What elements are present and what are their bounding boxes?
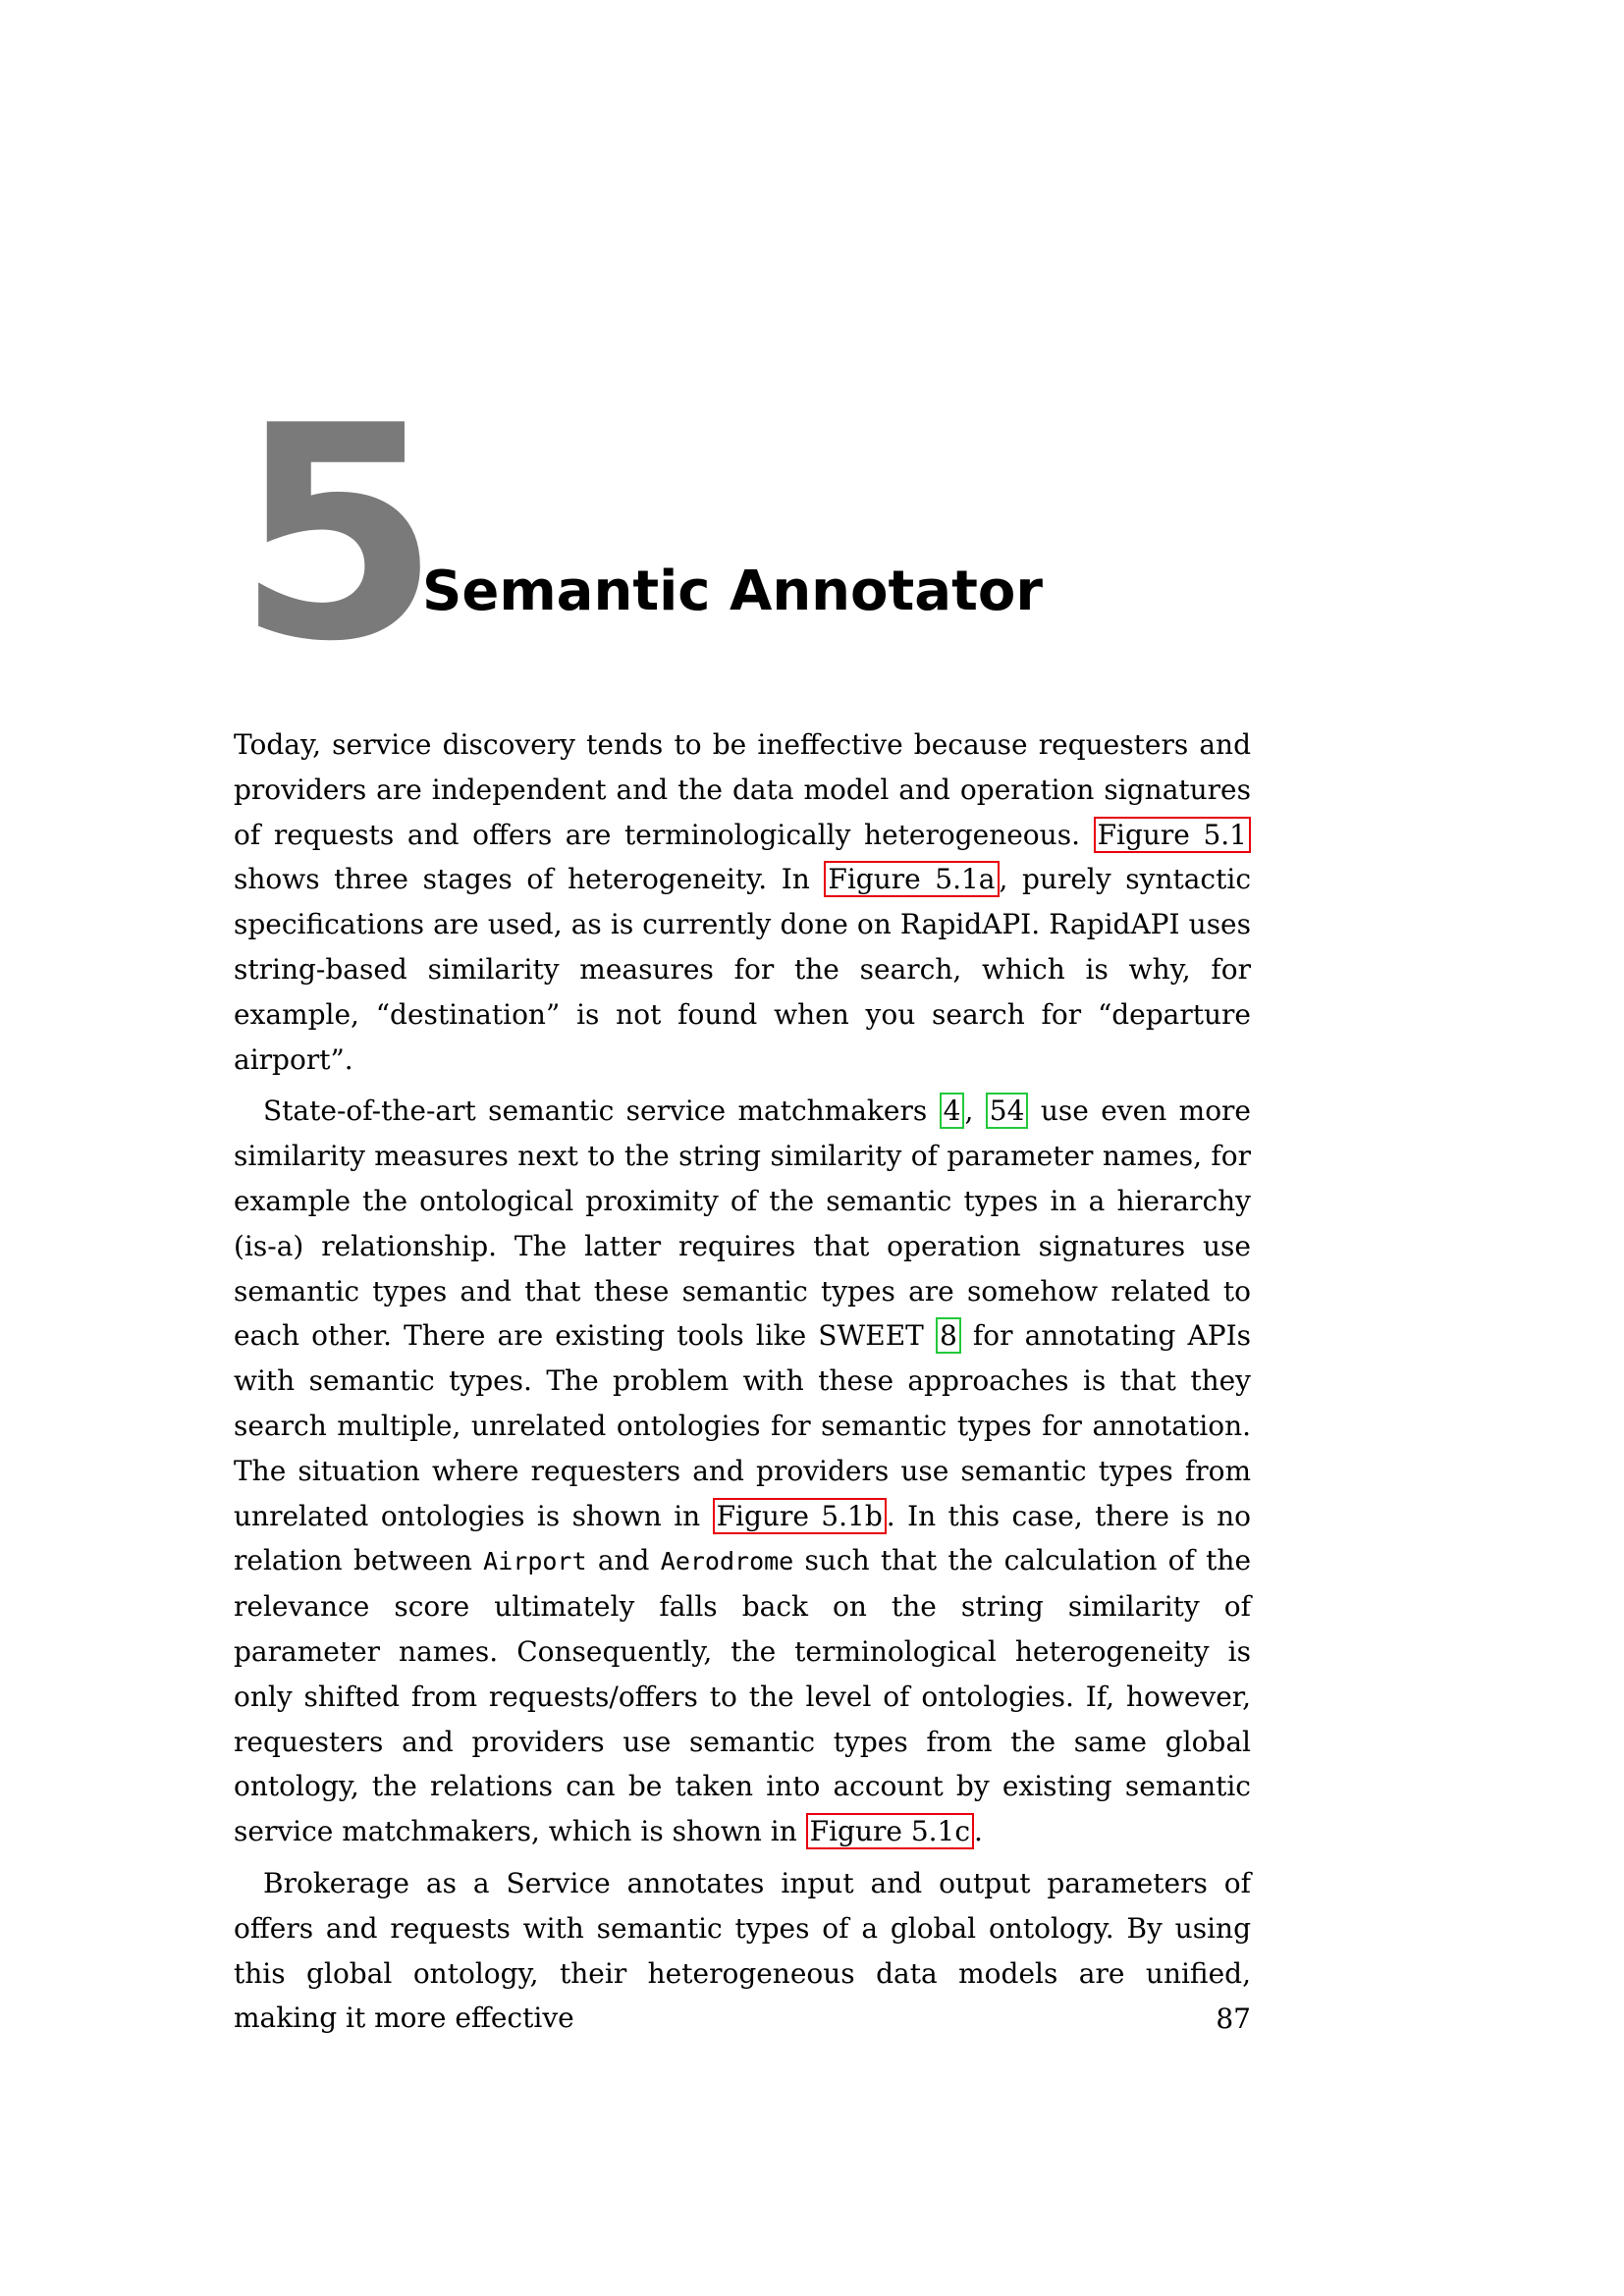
figure-link-5-1c[interactable]: Figure 5.1c: [806, 1813, 974, 1849]
text-run: use even more similarity measures next to the string similarity of parameter names, for example the ontological proximity of the semantic types in a hierarchy (is-a) relationship. The latter requires that operation signatures use semantic types and that these semantic types are somehow related to each other. There are existing tools like SWEET: [234, 1095, 1252, 1353]
text-run: such that the calculation of the relevance score ultimately falls back on the string similarity of parameter names. Consequently, the terminological heterogeneity is only shifted from requests/offers to the level of ontologies. If, however, requesters and providers use semantic types from the same global ontology, the relations can be taken into account by existing semantic service matchmakers, which is shown in: [234, 1544, 1252, 1848]
chapter-heading: [236, 363, 1257, 706]
figure-link-5-1a[interactable]: Figure 5.1a: [824, 861, 999, 897]
text-run: ,: [964, 1095, 986, 1128]
text-run: Brokerage as a Service annotates input and output parameters of offers and requests with semantic types of a global ontology. By using this global ontology, their heterogeneous data models are unified, making it more effective: [234, 1866, 1251, 2035]
paragraph-1: [234, 722, 1251, 1082]
chapter-title: Semantic Annotator: [422, 560, 1043, 623]
text-run: and: [586, 1544, 661, 1577]
text-run: , purely syntactic specifications are used, as is currently done on RapidAPI. RapidAPI uses string-based similarity measures for the search, which is why, for example, “destination” is not found when you search for “departure airport”.: [234, 863, 1251, 1076]
paragraph-2: [234, 1089, 1251, 1854]
figure-link-5-1b[interactable]: Figure 5.1b: [713, 1498, 887, 1534]
text-run: State-of-the-art semantic service matchmakers: [263, 1095, 940, 1128]
chapter-body: [234, 722, 1251, 2048]
text-run: . In this case, there is no relation between: [234, 1499, 1251, 1577]
figure-link-5-1[interactable]: Figure 5.1: [1094, 817, 1251, 853]
text-run: for annotating APIs with semantic types. The problem with these approaches is that they search multiple, unrelated ontologies for semantic types for annotation. The situation where requesters and providers use semantic types from unrelated ontologies is shown in: [234, 1319, 1251, 1532]
page-number: 87: [1216, 2002, 1251, 2035]
text-run: Today, service discovery tends to be ineffective because requesters and providers are independent and the data model and operation signatures of requests and offers are terminologically heterogeneous.: [234, 728, 1251, 851]
citation-link-4[interactable]: 4: [940, 1093, 965, 1129]
citation-link-54[interactable]: 54: [986, 1093, 1029, 1129]
paragraph-3: [234, 1861, 1251, 2041]
citation-link-8[interactable]: 8: [936, 1317, 961, 1354]
chapter-number: 5: [236, 363, 435, 706]
text-run: .: [974, 1815, 983, 1848]
text-run: shows three stages of heterogeneity. In: [234, 863, 825, 896]
code-term-airport: Airport: [483, 1547, 587, 1576]
code-term-aerodrome: Aerodrome: [660, 1547, 794, 1576]
